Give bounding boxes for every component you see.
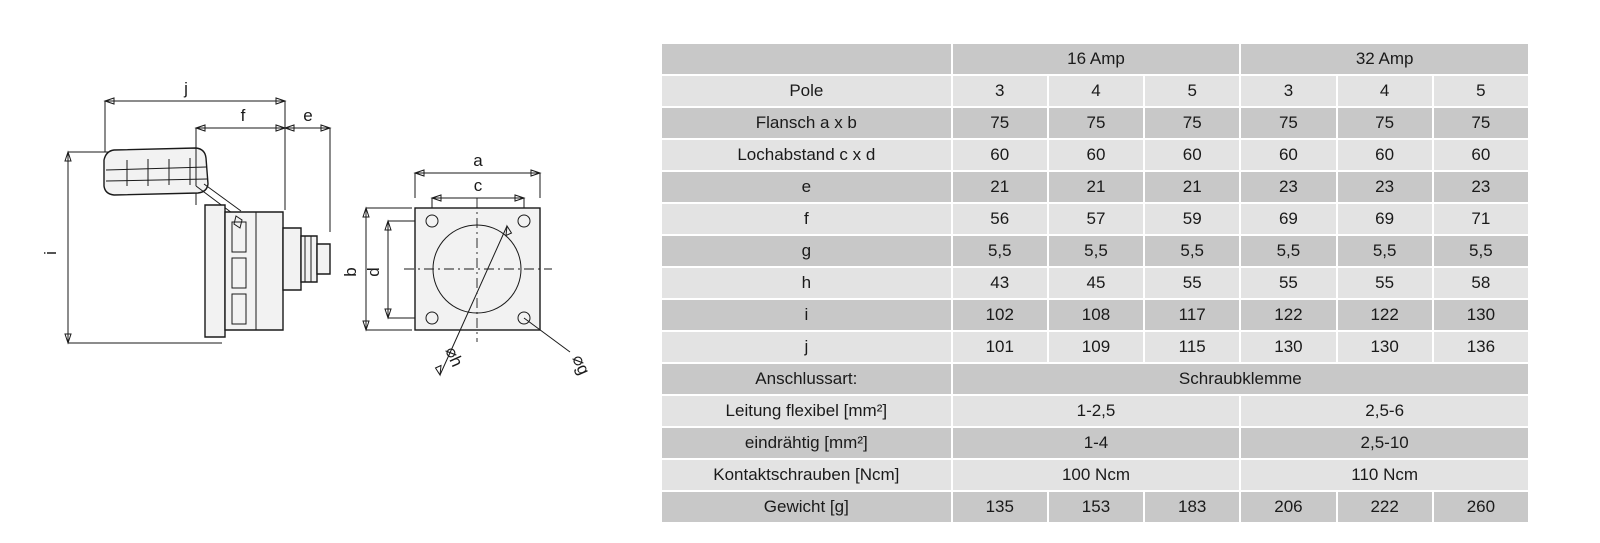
- row-value: 5,5: [1337, 235, 1433, 267]
- table-row: [661, 267, 1529, 299]
- label-j: j: [184, 79, 188, 98]
- row-label: Pole: [661, 75, 952, 107]
- row-value: 102: [952, 299, 1048, 331]
- row-label: h: [661, 267, 952, 299]
- amp-group-32: 32 Amp: [1240, 43, 1529, 75]
- row-value: 5,5: [1240, 235, 1336, 267]
- table-row: [661, 171, 1529, 203]
- row-value: 60: [1433, 139, 1529, 171]
- row-value: 130: [1337, 331, 1433, 363]
- label-i: i: [41, 251, 60, 255]
- dimension-e: [285, 106, 330, 232]
- label-b: b: [341, 267, 360, 277]
- row-value: 122: [1337, 299, 1433, 331]
- socket-body-side: [205, 205, 330, 337]
- row-value: 75: [1048, 107, 1144, 139]
- spec-table: [660, 42, 1530, 524]
- row-value: 5,5: [1433, 235, 1529, 267]
- row-value: 101: [952, 331, 1048, 363]
- row-value: 130: [1240, 331, 1336, 363]
- table-head: [661, 43, 1529, 75]
- row-value: 115: [1144, 331, 1240, 363]
- row-value: 23: [1240, 171, 1336, 203]
- row-value: 206: [1240, 491, 1336, 523]
- row-value: 75: [1337, 107, 1433, 139]
- row-value: 5,5: [1144, 235, 1240, 267]
- row-value: 55: [1144, 267, 1240, 299]
- amp-group-empty-cell: [661, 43, 952, 75]
- row-value: 21: [1144, 171, 1240, 203]
- label-h: ⌀h: [441, 343, 467, 370]
- row-value: 5,5: [952, 235, 1048, 267]
- row-value: 23: [1433, 171, 1529, 203]
- row-value: 135: [952, 491, 1048, 523]
- table-row: [661, 75, 1529, 107]
- row-value: 122: [1240, 299, 1336, 331]
- row-value-merged: 2,5-10: [1240, 427, 1529, 459]
- row-value: 3: [1240, 75, 1336, 107]
- amp-group-16: 16 Amp: [952, 43, 1241, 75]
- row-value-merged: 1-2,5: [952, 395, 1241, 427]
- row-value: 60: [1337, 139, 1433, 171]
- row-value: 55: [1337, 267, 1433, 299]
- table-row: [661, 107, 1529, 139]
- row-value: 45: [1048, 267, 1144, 299]
- table-row: [661, 395, 1529, 427]
- row-value: 5,5: [1048, 235, 1144, 267]
- row-value: 136: [1433, 331, 1529, 363]
- row-value: 71: [1433, 203, 1529, 235]
- label-f: f: [240, 106, 246, 125]
- table-row: [661, 427, 1529, 459]
- row-label: Kontaktschrauben [Ncm]: [661, 459, 952, 491]
- technical-drawing: [0, 0, 640, 538]
- table-row: [661, 331, 1529, 363]
- row-value: 75: [1144, 107, 1240, 139]
- row-value-merged: 1-4: [952, 427, 1241, 459]
- row-value: 75: [1433, 107, 1529, 139]
- table-row: [661, 363, 1529, 395]
- row-value-merged: 110 Ncm: [1240, 459, 1529, 491]
- table-body: [661, 75, 1529, 523]
- row-value-merged: 2,5-6: [1240, 395, 1529, 427]
- label-e: e: [303, 106, 313, 125]
- row-value: 5: [1144, 75, 1240, 107]
- row-value: 56: [952, 203, 1048, 235]
- table-row: [661, 299, 1529, 331]
- table-row: [661, 203, 1529, 235]
- row-label: j: [661, 331, 952, 363]
- row-value-merged: Schraubklemme: [952, 363, 1529, 395]
- row-value: 4: [1337, 75, 1433, 107]
- row-value: 117: [1144, 299, 1240, 331]
- row-value: 3: [952, 75, 1048, 107]
- row-value: 260: [1433, 491, 1529, 523]
- row-value: 21: [1048, 171, 1144, 203]
- row-label: Gewicht [g]: [661, 491, 952, 523]
- label-c: c: [473, 176, 483, 195]
- row-value: 109: [1048, 331, 1144, 363]
- row-value: 69: [1240, 203, 1336, 235]
- row-label: Leitung flexibel [mm²]: [661, 395, 952, 427]
- row-label: eindrähtig [mm²]: [661, 427, 952, 459]
- label-g: ⌀g: [568, 351, 594, 378]
- row-value: 75: [1240, 107, 1336, 139]
- row-label: e: [661, 171, 952, 203]
- row-value: 21: [952, 171, 1048, 203]
- row-label: Lochabstand c x d: [661, 139, 952, 171]
- row-value: 23: [1337, 171, 1433, 203]
- amp-group-row: [661, 43, 1529, 75]
- row-value: 58: [1433, 267, 1529, 299]
- row-label: i: [661, 299, 952, 331]
- row-value-merged: 100 Ncm: [952, 459, 1241, 491]
- label-a: a: [473, 151, 483, 170]
- drawing-svg: [0, 0, 640, 538]
- specification-table: [660, 42, 1530, 524]
- row-value: 4: [1048, 75, 1144, 107]
- socket-lid: [104, 130, 241, 216]
- flange-front-view: [404, 198, 552, 342]
- row-label: Anschlussart:: [661, 363, 952, 395]
- row-value: 60: [1144, 139, 1240, 171]
- row-value: 153: [1048, 491, 1144, 523]
- row-value: 60: [952, 139, 1048, 171]
- row-value: 130: [1433, 299, 1529, 331]
- row-value: 43: [952, 267, 1048, 299]
- label-d: d: [364, 267, 383, 277]
- row-value: 222: [1337, 491, 1433, 523]
- row-label: f: [661, 203, 952, 235]
- row-value: 60: [1048, 139, 1144, 171]
- row-value: 183: [1144, 491, 1240, 523]
- row-label: Flansch a x b: [661, 107, 952, 139]
- row-value: 5: [1433, 75, 1529, 107]
- table-row: [661, 235, 1529, 267]
- row-value: 60: [1240, 139, 1336, 171]
- row-value: 57: [1048, 203, 1144, 235]
- row-value: 55: [1240, 267, 1336, 299]
- row-value: 108: [1048, 299, 1144, 331]
- dimension-f: [196, 106, 285, 205]
- row-value: 59: [1144, 203, 1240, 235]
- table-row: [661, 139, 1529, 171]
- row-value: 75: [952, 107, 1048, 139]
- row-value: 69: [1337, 203, 1433, 235]
- row-label: g: [661, 235, 952, 267]
- table-row-weight: [661, 491, 1529, 523]
- table-row: [661, 459, 1529, 491]
